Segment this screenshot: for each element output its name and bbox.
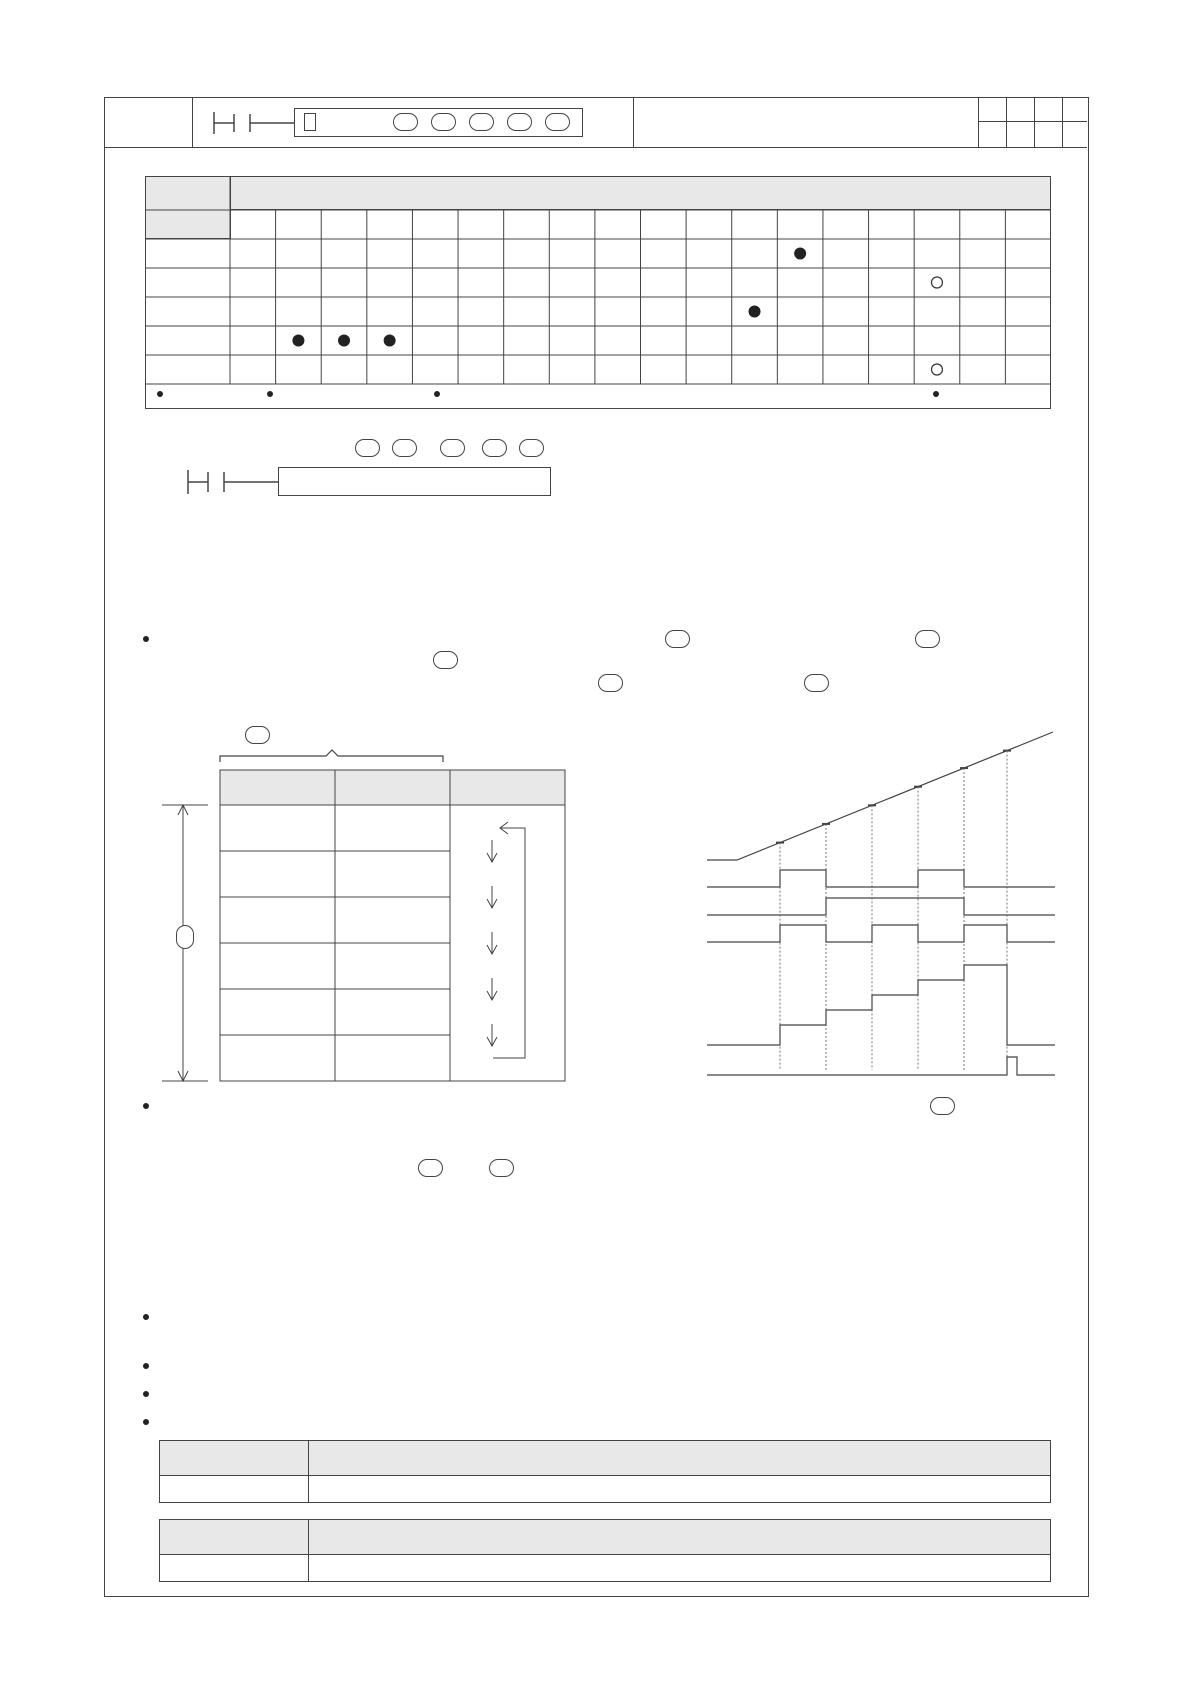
- contact-icon: [214, 112, 294, 134]
- operand-oval-icon: [245, 726, 270, 744]
- data-table-cell: [220, 851, 335, 897]
- operand-oval-icon: [392, 439, 417, 457]
- contact-icon: [188, 470, 278, 494]
- data-table-cell: [220, 897, 335, 943]
- signal-line: [707, 870, 1055, 887]
- operand-oval-icon: [489, 1159, 514, 1177]
- timing-chart: [705, 725, 1065, 1085]
- operand-oval-icon: [482, 439, 507, 457]
- data-table-diagram: [150, 760, 570, 1080]
- data-table-cell: [335, 943, 450, 989]
- operand-oval-icon: [355, 439, 380, 457]
- flags-table: [159, 1440, 1051, 1503]
- operand-oval-icon: [519, 439, 544, 457]
- data-table-cell: [220, 1035, 335, 1081]
- operand-oval-icon: [915, 630, 940, 648]
- filled-mark: [794, 248, 806, 260]
- bullet-icon: [143, 1391, 149, 1397]
- operand-oval-icon: [507, 113, 532, 131]
- output-pulse-line: [707, 1057, 1055, 1075]
- signal-line: [707, 898, 1055, 915]
- operand-oval-icon: [930, 1097, 955, 1115]
- operand-oval-icon: [440, 439, 465, 457]
- bullet-icon: [157, 391, 163, 397]
- operand-oval-icon: [176, 925, 194, 949]
- operand-oval-icon: [804, 674, 829, 692]
- bullet-icon: [434, 391, 440, 397]
- open-mark: [931, 277, 942, 288]
- data-table-step-column: [450, 805, 565, 1081]
- device-table: [145, 176, 1051, 409]
- operand-oval-icon: [545, 113, 570, 131]
- data-table-cell: [220, 943, 335, 989]
- operand-oval-icon: [598, 674, 623, 692]
- data-table-cell: [335, 805, 450, 851]
- data-table-cell: [335, 989, 450, 1035]
- operand-oval-icon: [469, 113, 494, 131]
- signal-line: [707, 925, 1055, 942]
- ladder-instruction-box: [278, 467, 551, 496]
- bullet-icon: [143, 1314, 149, 1320]
- instruction-mnemonic-box: [304, 113, 316, 131]
- staircase-line: [707, 965, 1055, 1045]
- table-border: [146, 177, 1051, 409]
- data-table-header: [220, 770, 565, 805]
- device-grid: [145, 176, 1051, 409]
- filled-mark: [292, 335, 304, 347]
- filled-mark: [749, 306, 761, 318]
- open-mark: [931, 364, 942, 375]
- data-table-cell: [335, 1035, 450, 1081]
- bullet-icon: [143, 1419, 149, 1425]
- bullet-icon: [143, 636, 149, 642]
- filled-mark: [384, 335, 396, 347]
- data-table-cell: [220, 989, 335, 1035]
- data-table-cell: [220, 805, 335, 851]
- ramp-line: [707, 732, 1053, 860]
- operand-oval-icon: [418, 1159, 443, 1177]
- errors-table: [159, 1519, 1051, 1582]
- operand-oval-icon: [433, 651, 458, 669]
- operand-oval-icon: [665, 630, 690, 648]
- bullet-icon: [143, 1363, 149, 1369]
- bullet-icon: [143, 1103, 149, 1109]
- operand-oval-icon: [431, 113, 456, 131]
- data-table-cell: [335, 897, 450, 943]
- bullet-icon: [267, 391, 273, 397]
- filled-mark: [338, 335, 350, 347]
- operand-oval-icon: [393, 113, 418, 131]
- bullet-icon: [933, 391, 939, 397]
- data-table-cell: [335, 851, 450, 897]
